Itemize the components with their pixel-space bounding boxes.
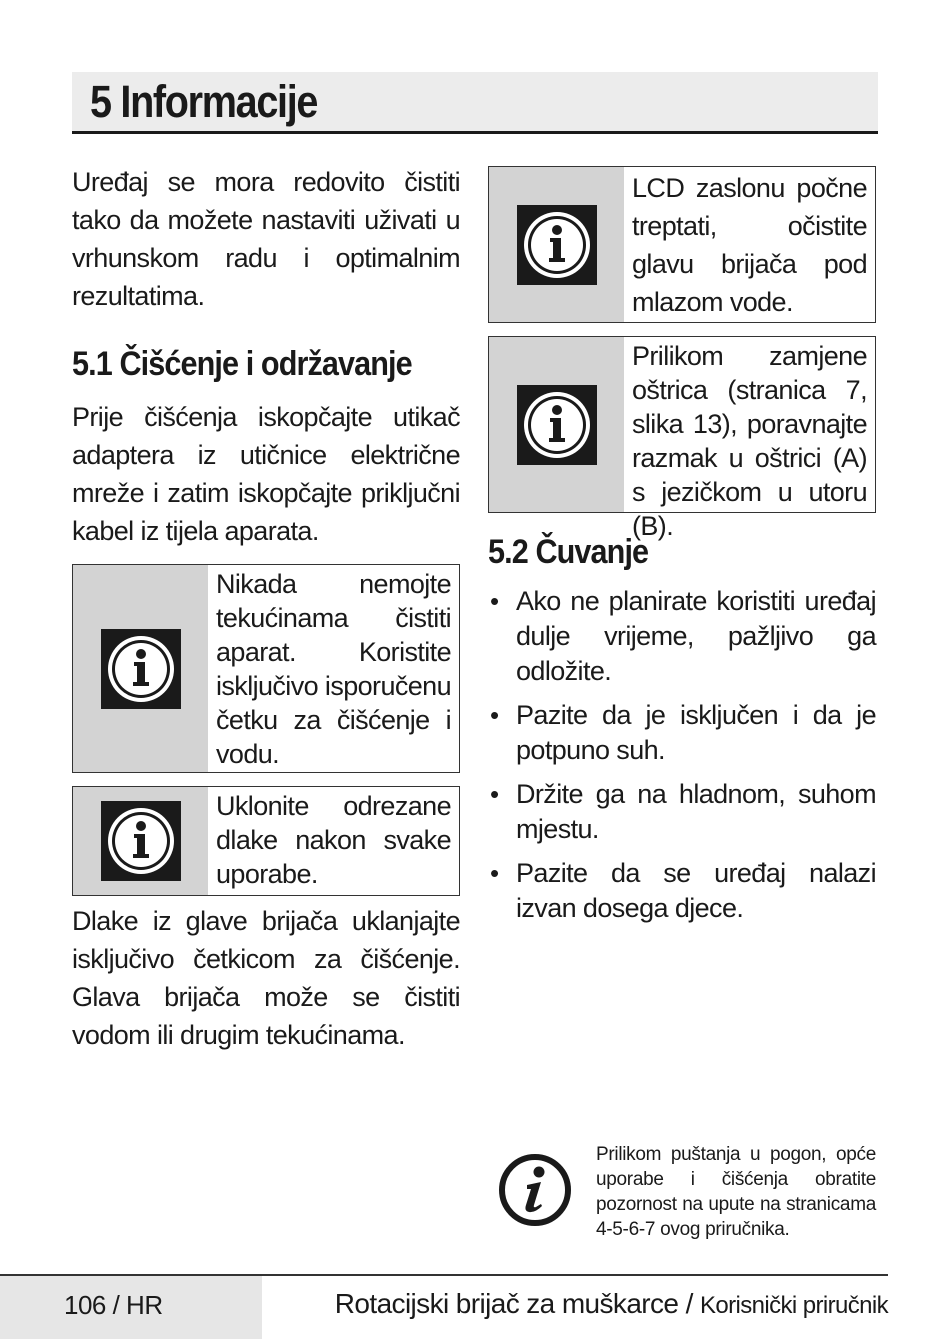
note-icon-cell — [73, 565, 208, 772]
list-item — [488, 584, 876, 689]
note-box — [72, 786, 460, 896]
bullet-icon: • — [490, 779, 499, 809]
list-item-text: Držite ga na hladnom, suhom mjestu. — [516, 779, 876, 844]
bottom-note-text: Prilikom puštanja u pogon, opće uporabe i čišćenja obratite pozornost na upute na stranicama 4-5-6-7 ovog priručnika. — [596, 1144, 876, 1240]
footer-manual: Korisnički priručnik — [699, 1292, 888, 1319]
title-bar — [72, 72, 878, 134]
section-heading-storage: 5.2 Čuvanje — [488, 533, 649, 571]
note-icon-cell — [73, 787, 208, 895]
bottom-note — [496, 1142, 876, 1242]
info-icon — [517, 205, 597, 285]
footer-product: Rotacijski brijač za muškarce / — [334, 1288, 693, 1319]
note-text: Nikada nemojte tekućinama čistiti aparat. Koristite isključivo isporučenu četku za čišćenje i vodu. — [208, 565, 459, 772]
info-icon — [101, 629, 181, 709]
page-title: 5 Informacije — [90, 76, 318, 127]
info-icon — [517, 385, 597, 465]
left-column — [72, 163, 460, 1054]
section-heading-cleaning: 5.1 Čišćenje i održavanje — [72, 345, 412, 383]
footer-title — [335, 1288, 888, 1320]
list-item — [488, 777, 876, 847]
list-item — [488, 856, 876, 926]
list-item-text: Ako ne planirate koristiti uređaj dulje vrijeme, pažljivo ga odložite. — [516, 586, 876, 686]
note-text: Uklonite odrezane dlake nakon svake uporabe. — [208, 787, 459, 895]
list-item — [488, 698, 876, 768]
note-icon-cell — [489, 337, 624, 512]
note-box — [488, 336, 876, 541]
bullet-icon: • — [490, 700, 499, 730]
list-item-text: Pazite da se uređaj nalazi izvan dosega djece. — [516, 858, 876, 923]
cleaning-paragraph-2: Dlake iz glave brijača uklanjajte isključivo četkicom za čišćenje. Glava brijača može se čistiti vodom ili drugim tekućinama. — [72, 906, 460, 1050]
note-box — [72, 564, 460, 773]
right-column — [488, 166, 876, 935]
cleaning-paragraph: Prije čišćenja iskopčajte utikač adaptera iz utičnice električne mreže i zatim iskopčajte priključni kabel iz tijela aparata. — [72, 402, 460, 546]
info-icon — [101, 801, 181, 881]
list-item-text: Pazite da je isključen i da je potpuno suh. — [516, 700, 876, 765]
bullet-icon: • — [490, 586, 499, 616]
info-circle-icon — [496, 1151, 596, 1234]
storage-bullet-list — [488, 584, 876, 926]
bullet-icon: • — [490, 858, 499, 888]
intro-paragraph: Uređaj se mora redovito čistiti tako da možete nastaviti uživati u vrhunskom radu i optimalnim rezultatima. — [72, 167, 460, 311]
note-box — [488, 166, 876, 323]
note-text: LCD zaslonu počne treptati, očistite glavu brijača pod mlazom vode. — [624, 167, 875, 322]
note-icon-cell — [489, 167, 624, 322]
page-number: 106 / HR — [64, 1290, 163, 1320]
note-text: Prilikom zamjene oštrica (stranica 7, slika 13), poravnajte razmak u oštrici (A) s jezičkom u utoru (B). — [624, 337, 875, 512]
